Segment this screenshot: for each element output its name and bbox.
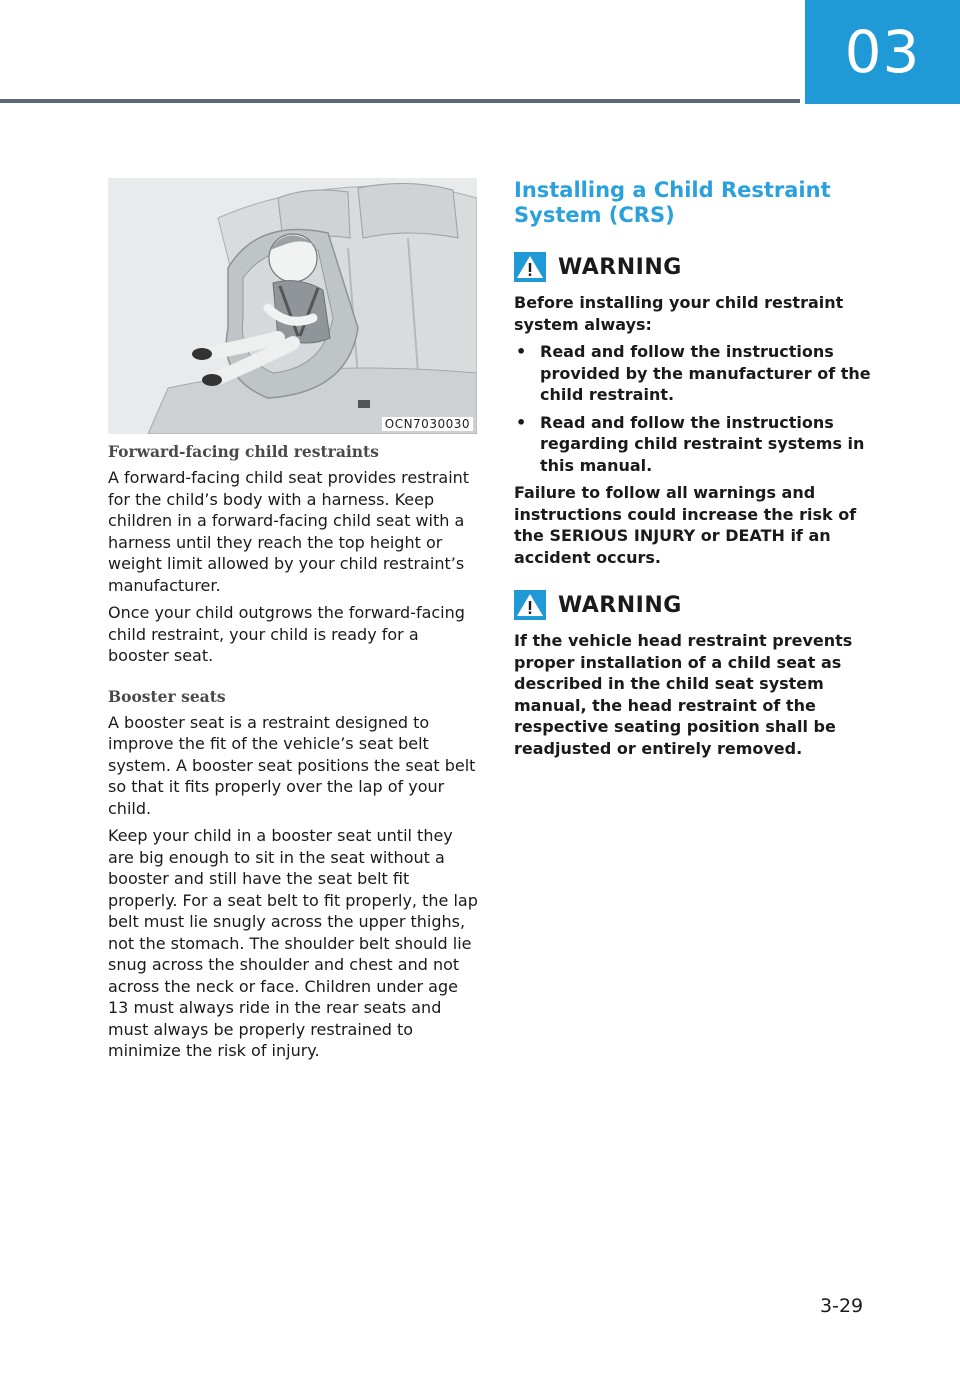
chapter-number: 03	[844, 18, 921, 86]
warning-block-2	[514, 590, 884, 759]
warning-triangle-icon	[514, 590, 546, 620]
booster-paragraph-2: Keep your child in a booster seat until they are big enough to sit in the seat without a booster and still have the seat belt fit properly. For a seat belt to fit properly, the lap belt must lie snugly across the upper thighs, not the stomach. The shoulder belt should lie snug across the shoulder and chest and not across the neck or face. Children under age 13 must always ride in the rear seats and must always be properly restrained to minimize the risk of injury.	[108, 826, 478, 1060]
warning-block-1	[514, 252, 884, 568]
warning-triangle-icon	[514, 252, 546, 282]
booster-paragraph-1: A booster seat is a restraint designed to improve the fit of the vehicle’s seat belt system. A booster seat positions the seat belt so that it fits properly over the lap of your child.	[108, 712, 476, 818]
figure-forward-facing-child-seat	[108, 178, 477, 434]
warning-1-list	[514, 341, 884, 476]
warning-title-2: WARNING	[558, 592, 682, 618]
figure-code: OCN7030030	[382, 417, 473, 431]
chapter-tab	[805, 0, 960, 104]
left-column	[108, 442, 480, 1068]
warning-1-intro: Before installing your child restraint system always:	[514, 293, 844, 334]
page-number: 3-29	[820, 1295, 864, 1317]
warning-1-outro: Failure to follow all warnings and instructions could increase the risk of the SERIOUS INJURY or DEATH if an accident occurs.	[514, 483, 857, 567]
forward-facing-paragraph-1: A forward-facing child seat provides restraint for the child’s body with a harness. Keep children in a forward-facing child seat with a harness until they reach the top height or weight limit allowed by your child restraint’s manufacturer.	[108, 468, 470, 595]
warning-title-1: WARNING	[558, 254, 682, 280]
warning-2-text: If the vehicle head restraint prevents proper installation of a child seat as described in the child seat system manual, the head restraint of the respective seating position shall be readjusted or entirely removed.	[514, 631, 853, 758]
forward-facing-heading: Forward-facing child restraints	[108, 442, 379, 461]
child-seat-illustration	[108, 178, 477, 434]
forward-facing-paragraph-2: Once your child outgrows the forward-facing child restraint, your child is ready for a booster seat.	[108, 603, 465, 665]
warning-header-2	[514, 590, 884, 620]
section-title: Installing a Child Restraint System (CRS)	[514, 178, 831, 227]
warning-header-1	[514, 252, 884, 282]
list-item: • Read and follow the instructions provided by the manufacturer of the child restraint.	[516, 342, 871, 404]
list-item: • Read and follow the instructions regarding child restraint systems in this manual.	[516, 412, 865, 475]
header-rule	[0, 99, 800, 103]
right-column	[514, 178, 884, 765]
booster-seats-heading: Booster seats	[108, 686, 226, 706]
